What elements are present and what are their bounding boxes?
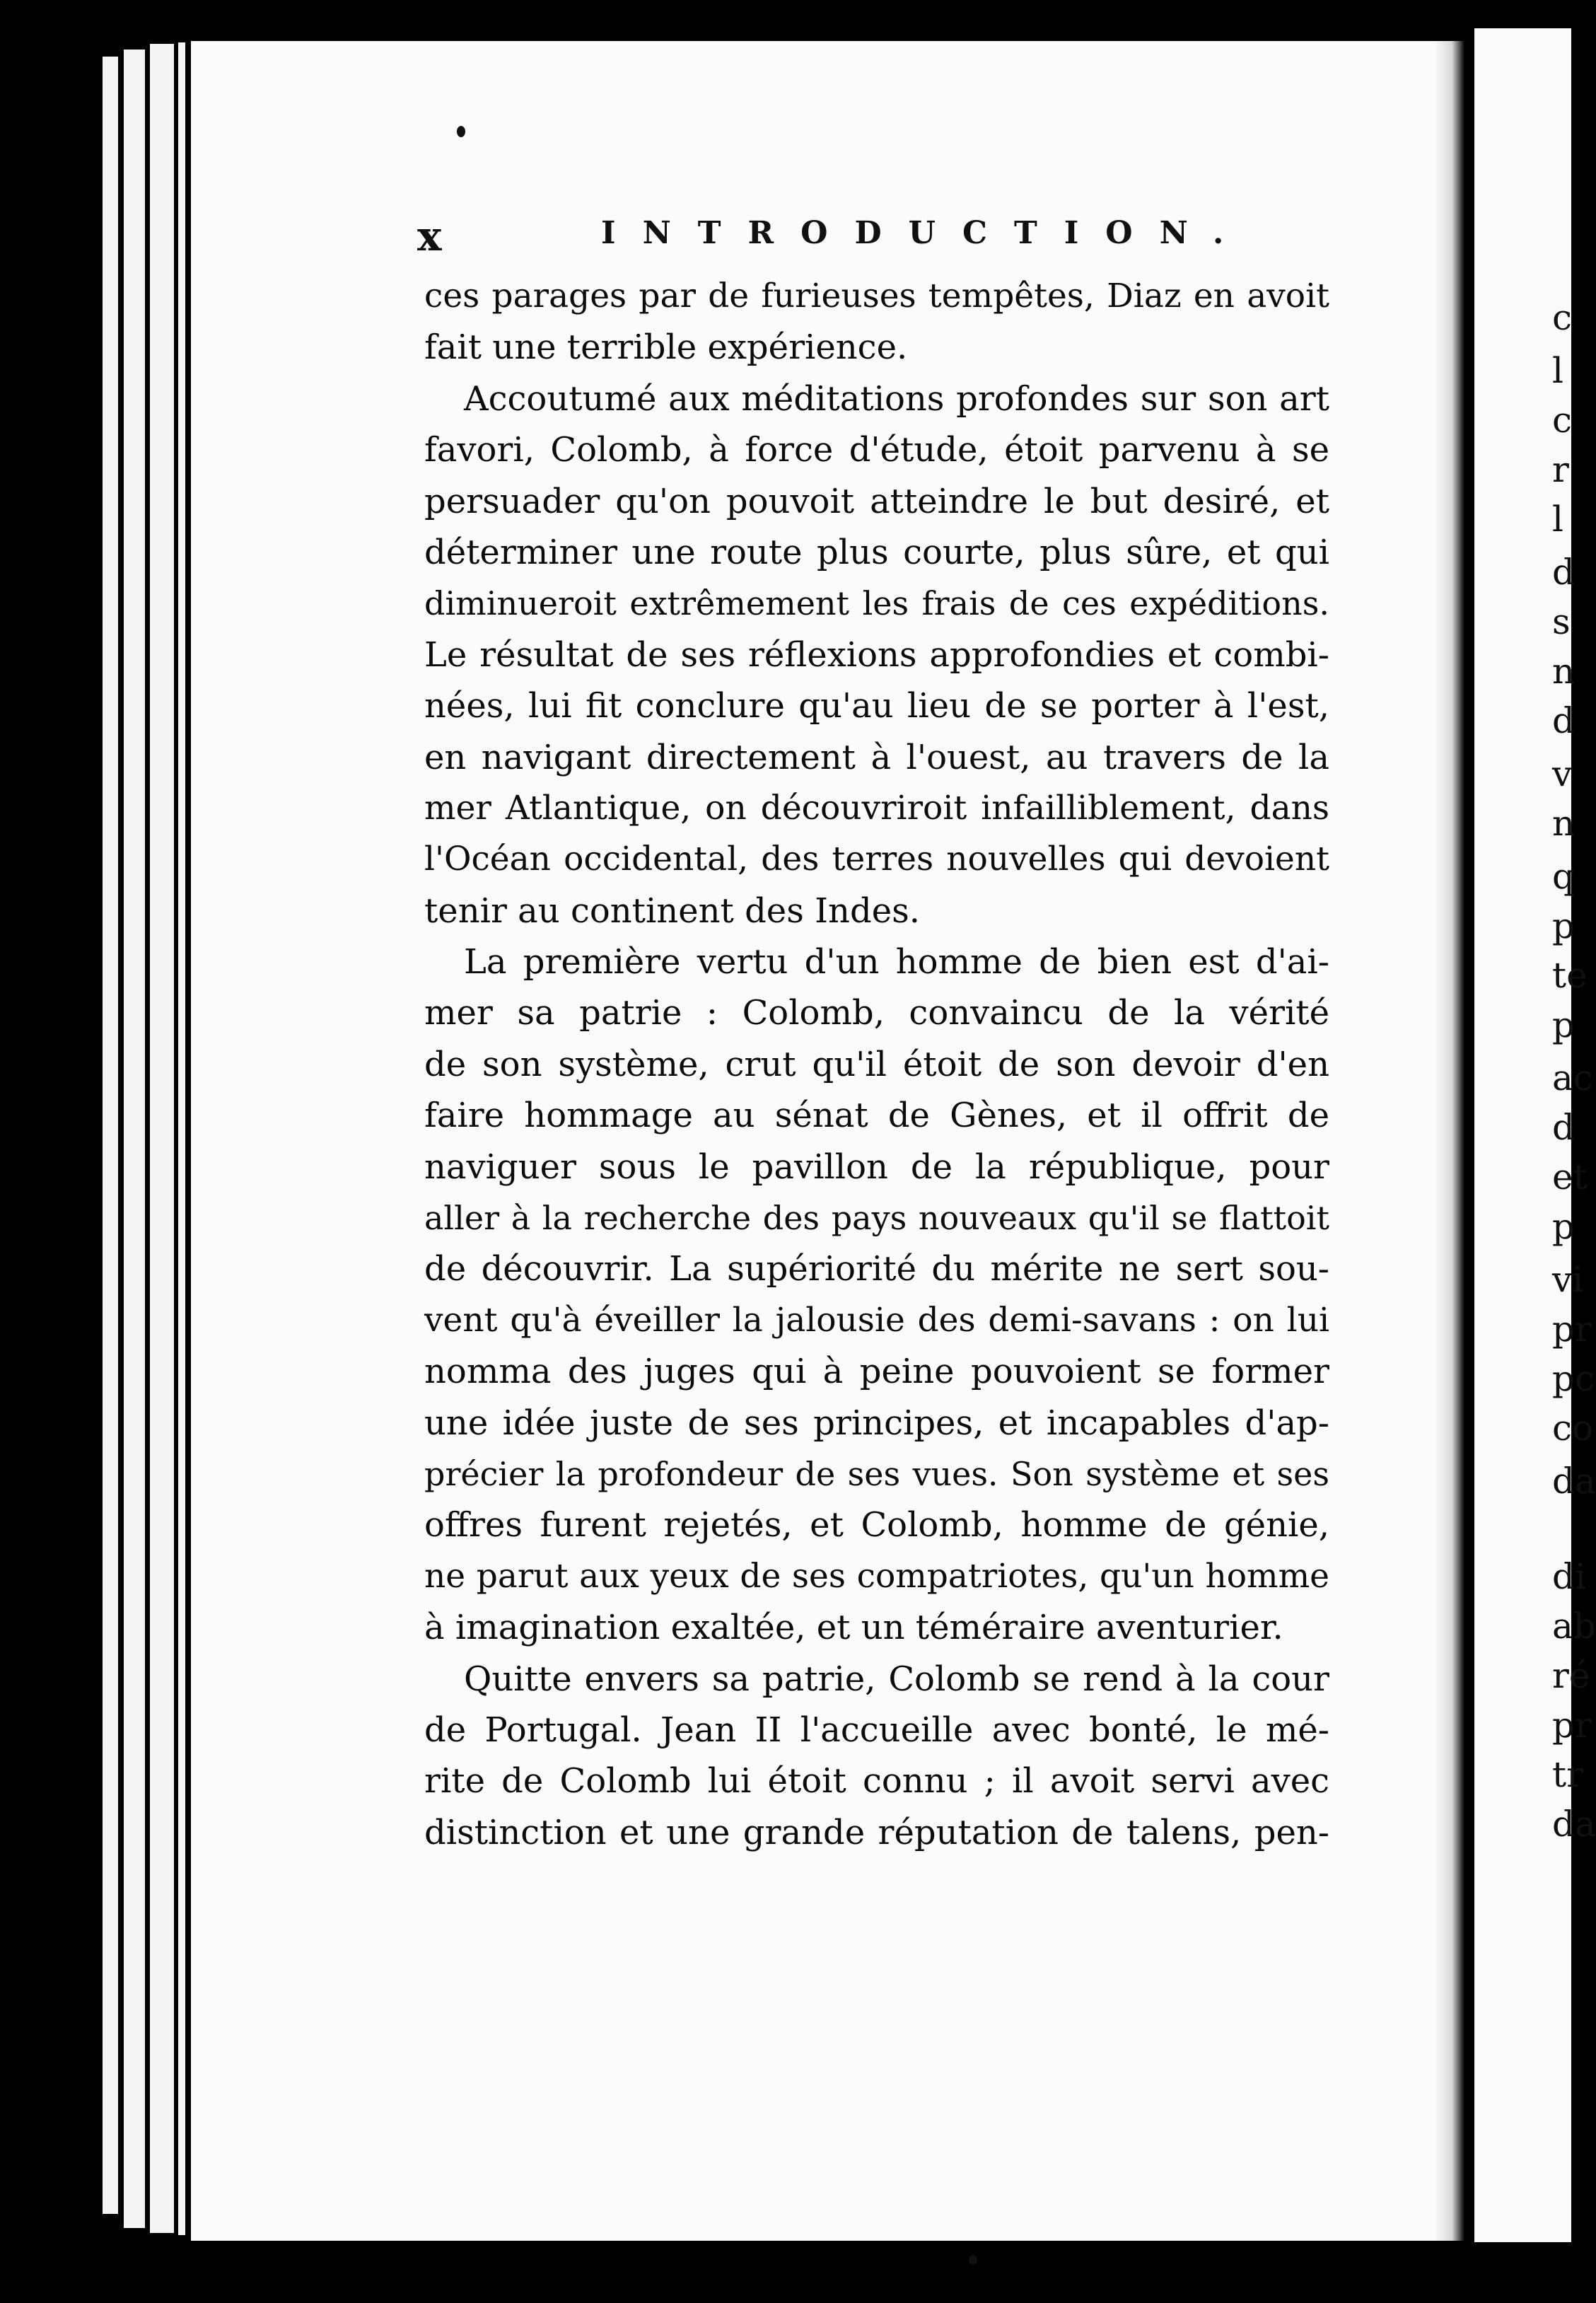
text-line: précier la profondeur de ses vues. Son système et ses: [424, 1454, 1329, 1493]
facing-page-fragment: c: [1552, 297, 1573, 338]
text-line: mer Atlantique, on découvriroit infailliblement, dans: [424, 788, 1329, 828]
facing-page-fragment: p: [1552, 1206, 1575, 1247]
facing-page-fragment: pr: [1552, 1705, 1592, 1746]
text-line: La première vertu d'un homme de bien est d'ai-: [464, 942, 1329, 982]
text-line: de Portugal. Jean II l'accueille avec bonté, le mé-: [424, 1710, 1329, 1750]
facing-page-fragment: p: [1552, 1004, 1575, 1045]
book-gutter: [1434, 41, 1464, 2241]
facing-page-fragment: c: [1552, 400, 1573, 441]
text-line: ces parages par de furieuses tempêtes, Diaz en avoit: [424, 277, 1329, 315]
text-line: naviguer sous le pavillon de la république, pour: [424, 1147, 1329, 1187]
facing-page-fragment: l: [1552, 350, 1563, 391]
text-line: tenir au continent des Indes.: [424, 891, 920, 931]
text-line: rite de Colomb lui étoit connu ; il avoit servi avec: [424, 1761, 1329, 1802]
text-line: nomma des juges qui à peine pouvoient se former: [424, 1352, 1329, 1392]
text-line: faire hommage au sénat de Gènes, et il offrit de: [424, 1096, 1329, 1136]
page-edge: [124, 50, 145, 2228]
facing-page-fragment: p: [1552, 905, 1575, 946]
facing-page-fragment: l: [1552, 499, 1563, 540]
text-line: de son système, crut qu'il étoit de son devoir d'en: [424, 1044, 1329, 1084]
page-number: x: [417, 212, 442, 260]
page-edge: [178, 42, 185, 2235]
facing-page-fragment: v: [1552, 753, 1573, 794]
text-line: fait une terrible expérience.: [424, 327, 908, 368]
page-edge: [150, 44, 174, 2233]
text-line: Quitte envers sa patrie, Colomb se rend à la cour: [464, 1659, 1329, 1699]
text-line: nées, lui fit conclure qu'au lieu de se porter à l'est,: [424, 686, 1329, 726]
section-title: INTRODUCTION.: [601, 215, 1251, 251]
text-line: offres furent rejetés, et Colomb, homme de génie,: [424, 1505, 1329, 1545]
text-line: vent qu'à éveiller la jalousie des demi-savans : on lui: [424, 1300, 1329, 1340]
body-text: [424, 271, 1329, 1858]
facing-page-fragment: d: [1552, 1107, 1575, 1148]
facing-page-fragment: tr: [1552, 1754, 1583, 1795]
facing-page-fragment: q: [1552, 856, 1575, 897]
facing-page-fragment: pr: [1552, 1309, 1592, 1350]
text-line: déterminer une route plus courte, plus sûre, et qui: [424, 532, 1329, 572]
facing-page-fragment: da: [1552, 1461, 1596, 1502]
facing-page-fragment: r: [1552, 449, 1569, 490]
ink-speck: [969, 2255, 977, 2265]
facing-page-fragment: di: [1552, 1556, 1586, 1597]
facing-page-fragment: et: [1552, 1156, 1588, 1197]
facing-page-fragment: n: [1552, 651, 1575, 692]
text-line: favori, Colomb, à force d'étude, étoit parvenu à se: [424, 430, 1329, 470]
facing-page-fragment: s: [1552, 601, 1571, 642]
text-line: à imagination exaltée, et un téméraire aventurier.: [424, 1608, 1283, 1648]
facing-page-fragment: n: [1552, 803, 1575, 844]
text-line: distinction et une grande réputation de talens, pen-: [424, 1812, 1329, 1852]
running-head: [417, 212, 1251, 260]
text-line: mer sa patrie : Colomb, convaincu de la vérité: [424, 993, 1329, 1033]
text-line: de découvrir. La supériorité du mérite ne sert sou-: [424, 1249, 1329, 1289]
text-line: ne parut aux yeux de ses compatriotes, qu'un homme: [424, 1556, 1329, 1596]
facing-page-fragment: d: [1552, 700, 1575, 741]
facing-page-fragment: ac: [1552, 1057, 1593, 1098]
text-line: Accoutumé aux méditations profondes sur son art: [464, 378, 1329, 419]
facing-page-fragment: da: [1552, 1804, 1596, 1845]
facing-page: [1474, 28, 1596, 2242]
text-line: aller à la recherche des pays nouveaux qu'il se flattoit: [424, 1199, 1329, 1238]
text-line: persuader qu'on pouvoit atteindre le but desiré, et: [424, 481, 1329, 521]
ink-speck: [457, 126, 465, 137]
facing-page-fragment: vi: [1552, 1259, 1584, 1300]
facing-page-fragment: ré: [1552, 1655, 1590, 1696]
facing-page-fragment: d: [1552, 552, 1575, 593]
text-line: une idée juste de ses principes, et incapables d'ap-: [424, 1403, 1329, 1443]
text-line: l'Océan occidental, des terres nouvelles qui devoient: [424, 840, 1329, 879]
text-line: diminueroit extrêmement les frais de ces expéditions.: [424, 584, 1329, 623]
facing-page-fragment: co: [1552, 1408, 1594, 1449]
page-edge: [103, 57, 118, 2214]
text-line: en navigant directement à l'ouest, au travers de la: [424, 737, 1329, 777]
facing-page-fragment: ab: [1552, 1606, 1596, 1647]
facing-page-fragment: pc: [1552, 1358, 1595, 1399]
text-line: Le résultat de ses réflexions approfondies et combi-: [424, 634, 1329, 675]
facing-page-fragment: te: [1552, 955, 1588, 996]
